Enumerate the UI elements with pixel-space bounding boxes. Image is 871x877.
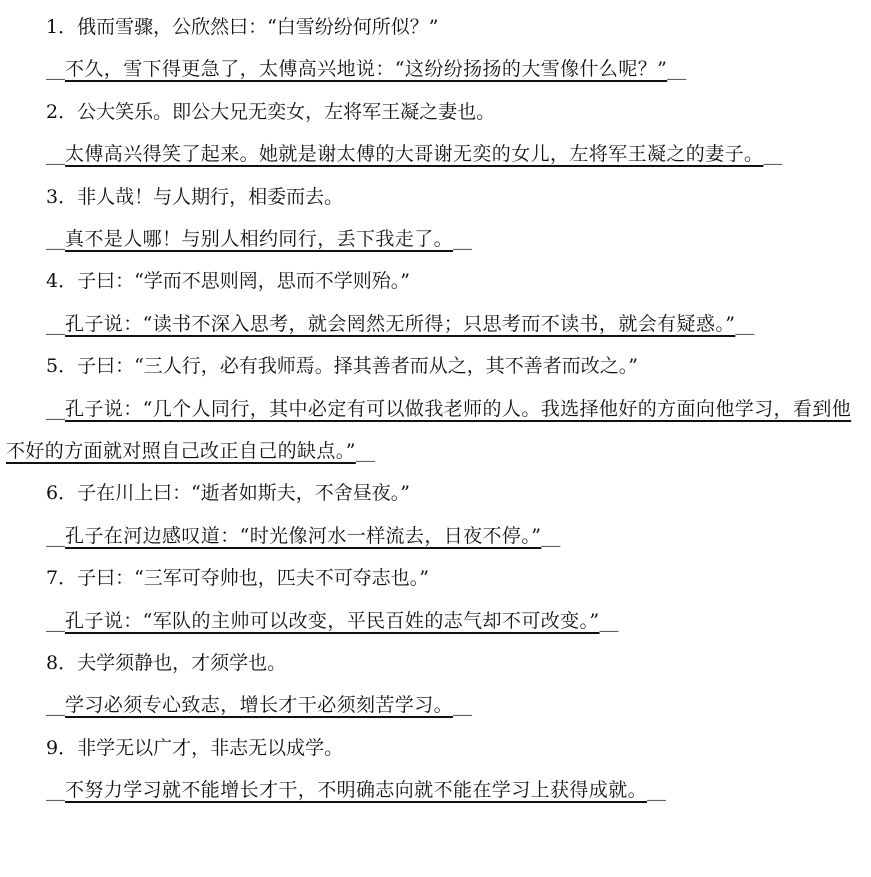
classical-sentence: 9．非学无以广才，非志无以成学。	[46, 736, 344, 759]
blank-left: __	[46, 779, 65, 802]
blank-left: __	[46, 397, 65, 420]
blank-right: __	[599, 609, 619, 632]
translation-line	[6, 218, 865, 260]
question-item-1	[6, 6, 865, 91]
blank-right: __	[453, 227, 473, 250]
answer-text: 孔子说：“军队的主帅可以改变，平民百姓的志气却不可改变。”	[65, 609, 600, 632]
classical-sentence: 1．俄而雪骤，公欣然曰：“白雪纷纷何所似？”	[46, 16, 439, 38]
answer-text: 孔子说：“几个人同行，其中必定有可以做我老师的人。我选择他好的方面向他学习，看到他不好的方面就对照自己改正自己的缺点。”	[6, 397, 852, 462]
classical-sentence: 8．夫学须静也，才须学也。	[46, 651, 287, 674]
answer-text: 不努力学习就不能增长才干，不明确志向就不能在学习上获得成就。	[65, 779, 648, 802]
blank-right: __	[355, 439, 375, 462]
blank-left: __	[46, 609, 65, 632]
translation-line	[6, 133, 865, 175]
answer-text: 孔子说：“读书不深入思考，就会罔然无所得；只思考而不读书，就会有疑惑。”	[65, 312, 736, 335]
classical-sentence: 2．公大笑乐。即公大兄无奕女，左将军王凝之妻也。	[46, 100, 496, 123]
translation-line	[6, 515, 865, 557]
classical-sentence: 7．子曰：“三军可夺帅也，匹夫不可夺志也。”	[46, 567, 430, 590]
translation-line	[6, 769, 865, 811]
blank-right: __	[647, 779, 667, 802]
question-item-3	[6, 176, 865, 261]
blank-left: __	[46, 58, 65, 81]
question-item-7	[6, 557, 865, 642]
answer-text: 不久，雪下得更急了，太傅高兴地说：“这纷纷扬扬的大雪像什么呢？”	[65, 58, 668, 81]
question-item-4	[6, 260, 865, 345]
answer-text: 真不是人哪！与别人相约同行，丢下我走了。	[65, 227, 454, 250]
question-item-8	[6, 642, 865, 727]
blank-left: __	[46, 143, 65, 166]
blank-left: __	[46, 524, 65, 547]
question-item-9	[6, 727, 865, 812]
translation-line	[6, 600, 865, 642]
blank-right: __	[667, 58, 687, 81]
blank-right: __	[735, 312, 755, 335]
question-item-5	[6, 345, 865, 472]
classical-sentence: 3．非人哉！与人期行，相委而去。	[46, 185, 344, 208]
translation-line	[6, 388, 865, 473]
translation-line	[6, 48, 865, 90]
blank-left: __	[46, 227, 65, 250]
blank-right: __	[453, 694, 473, 717]
classical-sentence: 5．子曰：“三人行，必有我师焉。择其善者而从之，其不善者而改之。”	[46, 355, 639, 378]
blank-right: __	[763, 143, 783, 166]
question-item-2	[6, 91, 865, 176]
classical-sentence: 4．子曰：“学而不思则罔，思而不学则殆。”	[46, 270, 411, 293]
answer-text: 孔子在河边感叹道：“时光像河水一样流去，日夜不停。”	[65, 524, 542, 547]
question-item-6	[6, 472, 865, 557]
classical-sentence: 6．子在川上曰：“逝者如斯夫，不舍昼夜。”	[46, 482, 411, 505]
translation-line	[6, 303, 865, 345]
translation-line	[6, 684, 865, 726]
answer-text: 学习必须专心致志，增长才干必须刻苦学习。	[65, 694, 454, 717]
blank-left: __	[46, 694, 65, 717]
blank-right: __	[541, 524, 561, 547]
blank-left: __	[46, 312, 65, 335]
answer-text: 太傅高兴得笑了起来。她就是谢太傅的大哥谢无奕的女儿，左将军王凝之的妻子。	[65, 143, 764, 166]
